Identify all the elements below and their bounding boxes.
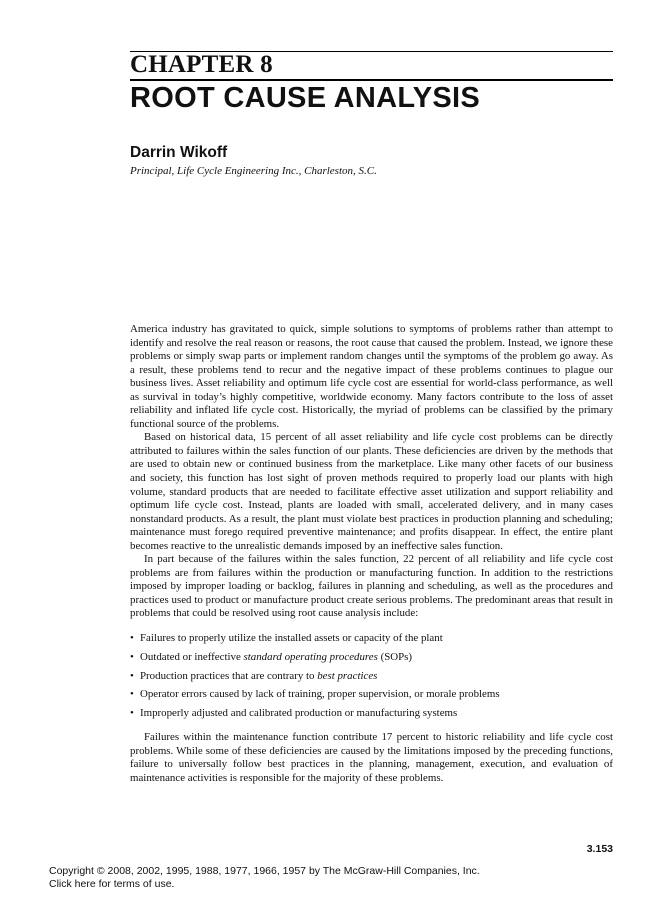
problem-areas-list <box>130 629 613 723</box>
list-item-text: Outdated or ineffective <box>140 650 244 663</box>
chapter-body <box>130 323 613 785</box>
terms-of-use-link[interactable]: Click here for terms of use. <box>49 878 175 890</box>
author-name: Darrin Wikoff <box>130 144 228 161</box>
chapter-label: CHAPTER 8 <box>130 51 273 78</box>
chapter-title: ROOT CAUSE ANALYSIS <box>130 82 480 114</box>
list-item-emphasis: standard operating procedures <box>243 650 378 663</box>
list-item-text: (SOPs) <box>377 650 413 663</box>
copyright-notice: Copyright © 2008, 2002, 1995, 1988, 1977, 1966, 1957 by The McGraw-Hill Companies, Inc. <box>49 865 480 877</box>
paragraph-1: America industry has gravitated to quick, simple solutions to symptoms of problems rather than attempt to identify and resolve the real reason or reasons, the root cause that caused the problem. Instead, we ignore these problems or simply swap parts or implement random changes until the symptoms of the problem go away. As a result, these problems tend to recur and the negative impact of these problems continues to plague our business lives. Asset reliability and optimum life cycle cost are essential for world-class performance, as well as survival in today’s highly competitive, worldwide economy. Many factors contribute to the loss of asset reliability and inflated life cycle cost. Historically, the myriad of problems can be classified by the primary functional source of the problems. <box>130 323 613 430</box>
list-item-text: Failures to properly utilize the installed assets or capacity of the plant <box>140 632 443 645</box>
list-item-text: Production practices that are contrary to <box>140 669 318 682</box>
list-item <box>130 629 613 648</box>
list-item-text: Operator errors caused by lack of training, proper supervision, or morale problems <box>140 688 500 701</box>
list-item <box>130 648 613 667</box>
author-affiliation: Principal, Life Cycle Engineering Inc., Charleston, S.C. <box>130 165 377 177</box>
paragraph-4: Failures within the maintenance function contribute 17 percent to historic reliability and life cycle cost problems. While some of these deficiencies are caused by the limitations imposed by the preceding functions, failure to universally follow best practices in the planning, management, execution, and evaluation of maintenance activities is responsible for the majority of these problems. <box>130 731 613 784</box>
page-number: 3.153 <box>586 843 613 855</box>
list-item <box>130 685 613 704</box>
bullet-glyph: • <box>130 707 134 720</box>
paragraph-2: Based on historical data, 15 percent of all asset reliability and life cycle cost problems can be directly attributed to failures within the sales function of our plants. These deficiencies are driven by the methods that are used to obtain new or continued business from the marketplace. Like many other facets of our business and society, this function has lost sight of proven methods required to properly load our plants with high volume, standard products that are needed to facilitate effective asset utilization and support reliability and optimum life cycle cost. Instead, plants are loaded with small, accelerated delivery, and in many cases nonstandard products. As a result, the plant must violate best practices in production planning and scheduling; maintenance must forego required preventive maintenance; and profits disappear. In effect, the entire plant becomes reactive to the unrealistic demands imposed by an ineffective sales function. <box>130 431 613 552</box>
list-item <box>130 667 613 686</box>
list-item-text: Improperly adjusted and calibrated production or manufacturing systems <box>140 707 458 720</box>
bullet-glyph: • <box>130 650 134 663</box>
bullet-glyph: • <box>130 669 134 682</box>
list-item-emphasis: best practices <box>317 669 378 682</box>
paragraph-3: In part because of the failures within the sales function, 22 percent of all reliability and life cycle cost problems are from failures within the production or manufacturing function. In addition to the restrictions imposed by improper loading or backlog, failures in planning and scheduling, as well as the procedures and practices used to product or manufacture product create serious problems. The predominant areas that result in problems that could be resolved using root cause analysis include: <box>130 553 613 620</box>
bullet-glyph: • <box>130 632 134 645</box>
bullet-glyph: • <box>130 688 134 701</box>
list-item <box>130 704 613 723</box>
